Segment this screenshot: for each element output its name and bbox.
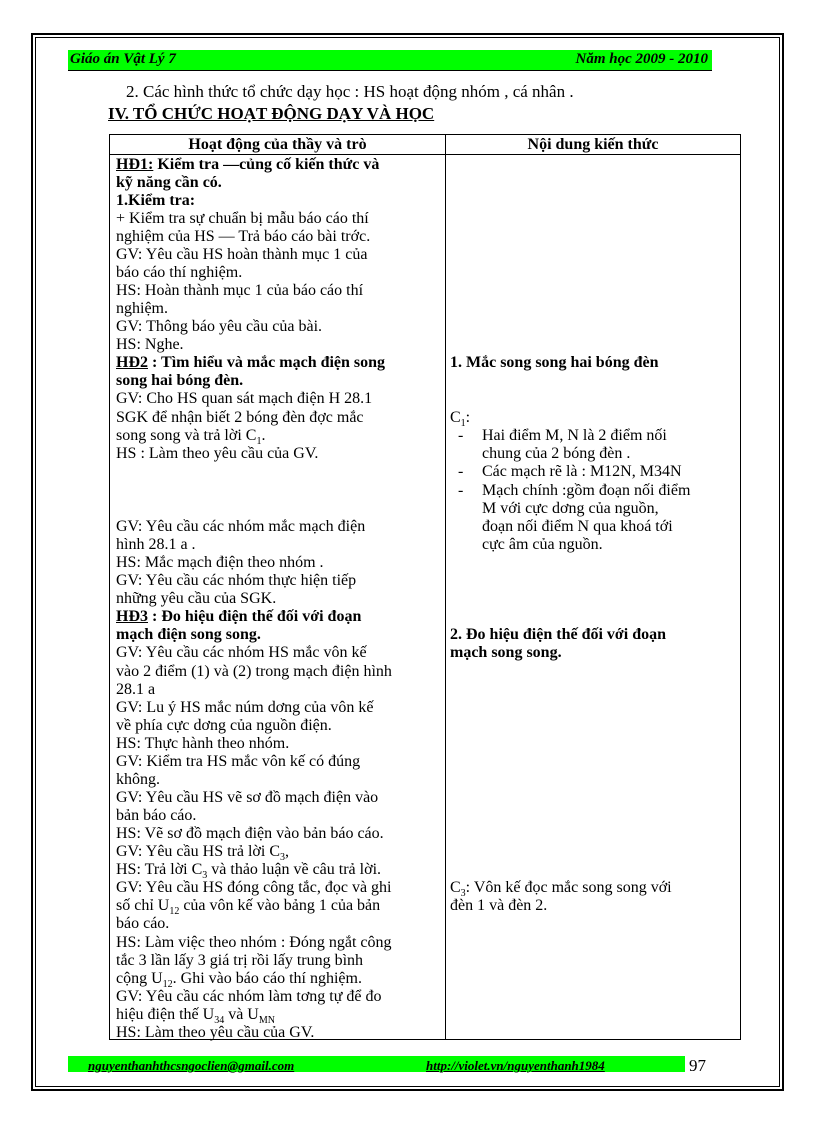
text-line: bản báo cáo. bbox=[116, 807, 197, 824]
table-row bbox=[110, 155, 741, 1040]
text-line: hiệu điện thế $U_{34}$ và $U_{MN}$ bbox=[116, 1006, 275, 1027]
text-line: GV: Yêu cầu các nhóm HS mắc vôn kế bbox=[116, 644, 367, 661]
text-line: báo cáo. bbox=[116, 915, 170, 932]
list-item: Mạch chính :gồm đoạn nối điểm bbox=[482, 482, 691, 499]
text-line: vào 2 điểm (1) và (2) trong mạch điện hình bbox=[116, 663, 392, 680]
hd1-title bbox=[116, 156, 379, 174]
text-line: GV: Thông báo yêu cầu của bài. bbox=[116, 318, 323, 335]
teaching-forms-line: 2. Các hình thức tổ chức dạy học : HS hoạt động nhóm , cá nhân . bbox=[126, 82, 574, 101]
page-header bbox=[68, 50, 712, 71]
text-line: GV: Yêu cầu HS đóng công tắc, đọc và ghi bbox=[116, 879, 392, 896]
c3-answer-cont: đèn 1 và đèn 2. bbox=[450, 897, 548, 914]
hd3-text: : Đo hiệu điện thế đối với đoạn bbox=[148, 608, 362, 625]
footer-email-link[interactable]: nguyenthanhthcsngoclien@gmail.com bbox=[88, 1058, 295, 1073]
c3-answer: $C_3$: Vôn kế đọc mắc song song với bbox=[450, 879, 672, 900]
content-cell bbox=[446, 155, 741, 1040]
text-line: báo cáo thí nghiệm. bbox=[116, 264, 243, 281]
text-line: HS: Vẽ sơ đồ mạch điện vào bản báo cáo. bbox=[116, 825, 384, 842]
page-footer bbox=[68, 1056, 685, 1072]
hd1-title-cont: kỹ năng cần có. bbox=[116, 174, 222, 191]
text-line: hình 28.1 a . bbox=[116, 536, 196, 553]
column-header-activities: Hoạt động của thầy và trò bbox=[110, 135, 446, 155]
text-line: + Kiểm tra sự chuẩn bị mẫu báo cáo thí bbox=[116, 210, 369, 227]
text-line: tắc 3 lần lấy 3 giá trị rồi lấy trung bình bbox=[116, 952, 364, 969]
text-line: GV: Lu ý HS mắc núm dơng của vôn kế bbox=[116, 699, 374, 716]
bullet-dash: - bbox=[458, 427, 464, 444]
text-line: GV: Yêu cầu các nhóm thực hiện tiếp bbox=[116, 572, 357, 589]
list-item-cont: cực âm của nguồn. bbox=[482, 536, 603, 553]
text-line: GV: Yêu cầu HS trả lời $C_3$, bbox=[116, 843, 289, 864]
text-line: không. bbox=[116, 771, 160, 788]
text-line: HS: Mắc mạch điện theo nhóm . bbox=[116, 554, 324, 571]
text-line: nghiệm. bbox=[116, 300, 168, 317]
text-line: HS: Hoàn thành mục 1 của báo cáo thí bbox=[116, 282, 364, 299]
text-line: cộng $U_{12}$. Ghi vào báo cáo thí nghiệm. bbox=[116, 970, 362, 991]
content-heading-2-cont: mạch song song. bbox=[450, 644, 562, 661]
text-line: những yêu cầu của SGK. bbox=[116, 590, 277, 607]
hd3-label: HĐ3 bbox=[116, 608, 148, 625]
list-item-cont: M với cực dơng của nguồn, bbox=[482, 500, 659, 517]
check-heading: 1.Kiểm tra: bbox=[116, 192, 196, 209]
c1-label: $C_1$: bbox=[450, 409, 471, 430]
text-line: HS: Làm theo yêu cầu của GV. bbox=[116, 1024, 315, 1041]
text-line: HS: Nghe. bbox=[116, 336, 184, 353]
header-subject: Giáo án Vật Lý 7 bbox=[70, 51, 176, 67]
hd2-label: HĐ2 bbox=[116, 354, 148, 371]
hd2-title bbox=[116, 354, 385, 372]
list-item: Hai điểm M, N là 2 điểm nối bbox=[482, 427, 667, 444]
text-line: GV: Yêu cầu các nhóm làm tơng tự để đo bbox=[116, 988, 382, 1005]
text-line: GV: Cho HS quan sát mạch điện H 28.1 bbox=[116, 390, 373, 407]
text-line: 28.1 a bbox=[116, 681, 156, 698]
text-line: GV: Yêu cầu các nhóm mắc mạch điện bbox=[116, 518, 366, 535]
section-title: IV. TỔ CHỨC HOẠT ĐỘNG DẠY VÀ HỌC bbox=[108, 104, 435, 123]
column-header-content: Nội dung kiến thức bbox=[446, 135, 741, 155]
text-line: HS: Làm việc theo nhóm : Đóng ngắt công bbox=[116, 934, 392, 951]
text-line: GV: Yêu cầu HS vẽ sơ đồ mạch điện vào bbox=[116, 789, 379, 806]
text-line: GV: Kiểm tra HS mắc vôn kế có đúng bbox=[116, 753, 361, 770]
text-line: GV: Yêu cầu HS hoàn thành mục 1 của bbox=[116, 246, 368, 263]
text-line: SGK để nhận biết 2 bóng đèn đợc mắc bbox=[116, 409, 364, 426]
content-heading-2: 2. Đo hiệu điện thế đối với đoạn bbox=[450, 626, 667, 643]
hd2-title-cont: song hai bóng đèn. bbox=[116, 372, 244, 389]
page-number: 97 bbox=[689, 1056, 706, 1075]
hd3-title-cont: mạch điện song song. bbox=[116, 626, 261, 643]
table-header-row bbox=[110, 135, 741, 155]
activities-cell bbox=[110, 155, 446, 1040]
list-item: Các mạch rẽ là : M12N, M34N bbox=[482, 463, 682, 480]
hd1-label: HĐ1: bbox=[116, 156, 154, 173]
text-line: HS: Trả lời $C_3$ và thảo luận về câu trả lời. bbox=[116, 861, 382, 882]
text-line: HS : Làm theo yêu cầu của GV. bbox=[116, 445, 319, 462]
lesson-table bbox=[109, 134, 741, 1040]
header-school-year: Năm học 2009 - 2010 bbox=[575, 51, 708, 67]
bullet-dash: - bbox=[458, 463, 464, 480]
list-item-cont: chung của 2 bóng đèn . bbox=[482, 445, 631, 462]
list-item-cont: đoạn nối điểm N qua khoá tới bbox=[482, 518, 673, 535]
text-line: HS: Thực hành theo nhóm. bbox=[116, 735, 290, 752]
text-line: nghiệm của HS — Trả báo cáo bài trớc. bbox=[116, 228, 371, 245]
text-line: song song và trả lời $C_1$. bbox=[116, 427, 266, 448]
bullet-dash: - bbox=[458, 482, 464, 499]
hd3-title bbox=[116, 608, 361, 626]
text-line: số chỉ $U_{12}$ của vôn kế vào bảng 1 của bản bbox=[116, 897, 381, 918]
content-heading-1: 1. Mắc song song hai bóng đèn bbox=[450, 354, 659, 371]
footer-website-link[interactable]: http://violet.vn/nguyenthanh1984 bbox=[426, 1058, 605, 1073]
hd1-text: Kiểm tra —củng cố kiến thức và bbox=[153, 156, 380, 173]
text-line: về phía cực dơng của nguồn điện. bbox=[116, 717, 332, 734]
hd2-text: : Tìm hiểu và mắc mạch điện song bbox=[148, 354, 386, 371]
